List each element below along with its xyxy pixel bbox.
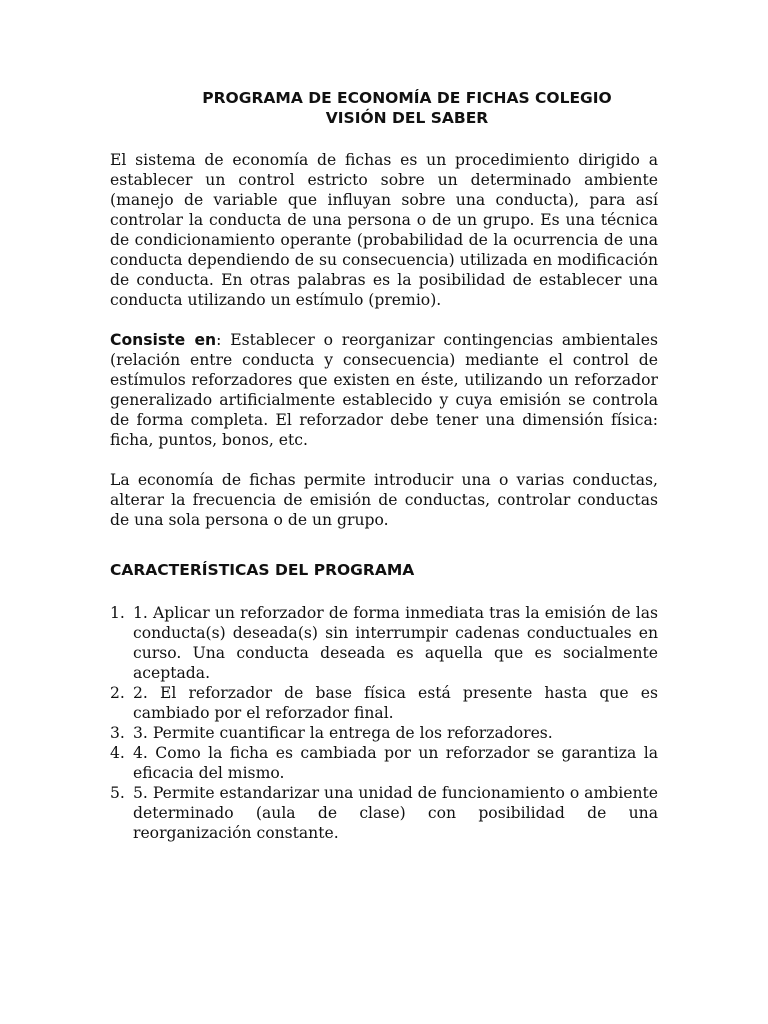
document-title xyxy=(110,88,658,128)
consiste-paragraph xyxy=(110,330,658,450)
list-item xyxy=(110,783,658,843)
title-line-1: PROGRAMA DE ECONOMÍA DE FICHAS COLEGIO xyxy=(202,89,612,107)
list-item-text: 4. Como la ficha es cambiada por un reforzador se garantiza la eficacia del mismo. xyxy=(133,744,658,782)
list-item-text: 2. El reforzador de base física está presente hasta que es cambiado por el reforzador final. xyxy=(133,684,658,722)
list-item-number: 2. xyxy=(110,684,125,702)
list-item xyxy=(110,603,658,683)
list-item-text: 5. Permite estandarizar una unidad de funcionamiento o ambiente determinado (aula de clase) con posibilidad de una reorganización constante. xyxy=(133,784,658,842)
characteristics-heading: CARACTERÍSTICAS DEL PROGRAMA xyxy=(110,561,415,579)
characteristics-list xyxy=(110,603,658,843)
paragraph-3: La economía de fichas permite introducir una o varias conductas, alterar la frecuencia de emisión de conductas, controlar conductas de una sola persona o de un grupo. xyxy=(110,471,658,529)
title-line-2: VISIÓN DEL SABER xyxy=(325,109,489,127)
list-item-number: 1. xyxy=(110,604,125,622)
list-item xyxy=(110,683,658,723)
consiste-text: : Establecer o reorganizar contingencias ambientales (relación entre conducta y consecuencia) mediante el control de estímulos reforzadores que existen en éste, utilizando un reforzador generalizado artificialmente establecido y cuya emisión se controla de forma completa. El reforzador debe tener una dimensión física: ficha, puntos, bonos, etc. xyxy=(110,331,658,449)
list-item xyxy=(110,723,658,743)
list-item-number: 5. xyxy=(110,784,125,802)
list-item xyxy=(110,743,658,783)
list-item-number: 4. xyxy=(110,744,125,762)
list-item-text: 1. Aplicar un reforzador de forma inmediata tras la emisión de las conducta(s) deseada(s) sin interrumpir cadenas conductuales en curso. Una conducta deseada es aquella que es socialmente aceptada. xyxy=(133,604,658,682)
intro-paragraph: El sistema de economía de fichas es un procedimiento dirigido a establecer un control estricto sobre un determinado ambiente (manejo de variable que influyan sobre una conducta), para así controlar la conducta de una persona o de un grupo. Es una técnica de condicionamiento operante (probabilidad de la ocurrencia de una conducta dependiendo de su consecuencia) utilizada en modificación de conducta. En otras palabras es la posibilidad de establecer una conducta utilizando un estímulo (premio). xyxy=(110,151,658,309)
consiste-label: Consiste en xyxy=(110,331,217,349)
document-page xyxy=(110,88,658,843)
list-item-text: 3. Permite cuantificar la entrega de los reforzadores. xyxy=(133,724,553,742)
list-item-number: 3. xyxy=(110,724,125,742)
